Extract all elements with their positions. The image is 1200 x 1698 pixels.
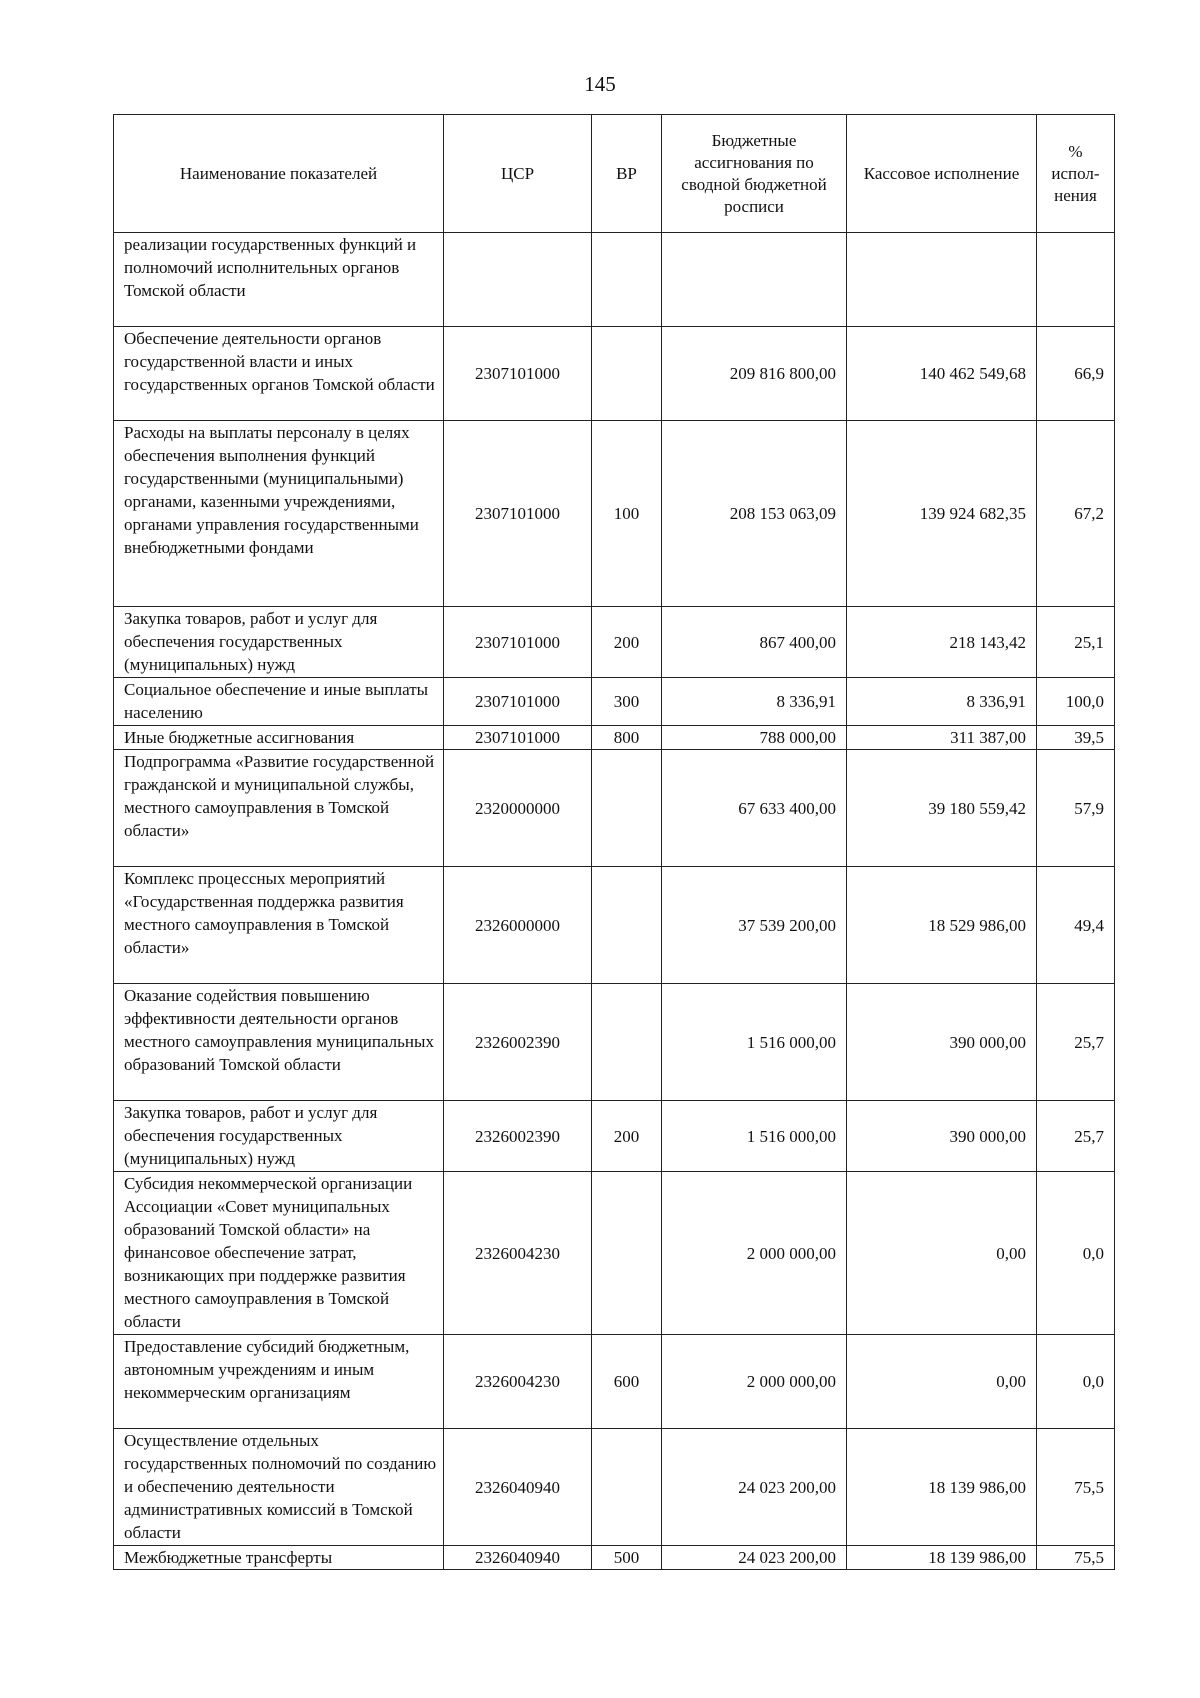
table-row bbox=[114, 750, 1115, 867]
cell-csr: 2320000000 bbox=[444, 750, 592, 867]
cell-vr bbox=[592, 1172, 662, 1335]
table-row bbox=[114, 726, 1115, 750]
cell-csr: 2326004230 bbox=[444, 1172, 592, 1335]
cell-fact: 18 139 986,00 bbox=[847, 1546, 1037, 1570]
cell-vr: 100 bbox=[592, 421, 662, 607]
cell-plan: 788 000,00 bbox=[662, 726, 847, 750]
cell-name: Социальное обеспечение и иные выплаты населению bbox=[114, 678, 444, 726]
cell-pct: 25,7 bbox=[1037, 1101, 1115, 1172]
table-row bbox=[114, 1101, 1115, 1172]
cell-pct: 25,1 bbox=[1037, 607, 1115, 678]
cell-plan bbox=[662, 233, 847, 327]
cell-pct: 100,0 bbox=[1037, 678, 1115, 726]
table-row bbox=[114, 678, 1115, 726]
cell-fact: 139 924 682,35 bbox=[847, 421, 1037, 607]
table-row bbox=[114, 1546, 1115, 1570]
cell-pct: 39,5 bbox=[1037, 726, 1115, 750]
header-pct: % испол-нения bbox=[1037, 115, 1115, 233]
cell-fact: 18 529 986,00 bbox=[847, 867, 1037, 984]
cell-pct: 57,9 bbox=[1037, 750, 1115, 867]
cell-csr: 2326002390 bbox=[444, 984, 592, 1101]
cell-name: Осуществление отдельных государственных полномочий по созданию и обеспечению деятельности административных комиссий в Томской области bbox=[114, 1429, 444, 1546]
cell-vr: 500 bbox=[592, 1546, 662, 1570]
cell-fact: 390 000,00 bbox=[847, 1101, 1037, 1172]
cell-name: Обеспечение деятельности органов государственной власти и иных государственных органов Томской области bbox=[114, 327, 444, 421]
cell-pct: 66,9 bbox=[1037, 327, 1115, 421]
cell-name: Комплекс процессных мероприятий «Государственная поддержка развития местного самоуправления в Томской области» bbox=[114, 867, 444, 984]
cell-csr: 2326004230 bbox=[444, 1335, 592, 1429]
header-name: Наименование показателей bbox=[114, 115, 444, 233]
cell-csr: 2307101000 bbox=[444, 421, 592, 607]
table-row bbox=[114, 327, 1115, 421]
cell-fact: 390 000,00 bbox=[847, 984, 1037, 1101]
table-row bbox=[114, 867, 1115, 984]
cell-fact: 0,00 bbox=[847, 1335, 1037, 1429]
header-plan: Бюджетные ассигнования по сводной бюджетной росписи bbox=[662, 115, 847, 233]
cell-plan: 1 516 000,00 bbox=[662, 1101, 847, 1172]
cell-csr: 2326040940 bbox=[444, 1546, 592, 1570]
cell-name: Субсидия некоммерческой организации Ассоциации «Совет муниципальных образований Томской области» на финансовое обеспечение затрат, возникающих при поддержке развития местного самоуправления в Томской области bbox=[114, 1172, 444, 1335]
cell-plan: 867 400,00 bbox=[662, 607, 847, 678]
cell-vr: 600 bbox=[592, 1335, 662, 1429]
cell-vr bbox=[592, 1429, 662, 1546]
cell-pct: 67,2 bbox=[1037, 421, 1115, 607]
cell-fact: 0,00 bbox=[847, 1172, 1037, 1335]
cell-name: Оказание содействия повышению эффективности деятельности органов местного самоуправления муниципальных образований Томской области bbox=[114, 984, 444, 1101]
table-row bbox=[114, 984, 1115, 1101]
cell-fact: 39 180 559,42 bbox=[847, 750, 1037, 867]
cell-fact: 18 139 986,00 bbox=[847, 1429, 1037, 1546]
cell-vr bbox=[592, 327, 662, 421]
cell-csr: 2326002390 bbox=[444, 1101, 592, 1172]
cell-pct: 75,5 bbox=[1037, 1546, 1115, 1570]
cell-plan: 8 336,91 bbox=[662, 678, 847, 726]
cell-csr: 2307101000 bbox=[444, 607, 592, 678]
cell-name: Закупка товаров, работ и услуг для обеспечения государственных (муниципальных) нужд bbox=[114, 1101, 444, 1172]
cell-plan: 208 153 063,09 bbox=[662, 421, 847, 607]
cell-pct bbox=[1037, 233, 1115, 327]
cell-csr: 2307101000 bbox=[444, 678, 592, 726]
cell-plan: 2 000 000,00 bbox=[662, 1172, 847, 1335]
cell-name: Межбюджетные трансферты bbox=[114, 1546, 444, 1570]
cell-name: реализации государственных функций и полномочий исполнительных органов Томской области bbox=[114, 233, 444, 327]
cell-name: Расходы на выплаты персоналу в целях обеспечения выполнения функций государственными (муниципальными) органами, казенными учреждениями, органами управления государственными внебюджетными фондами bbox=[114, 421, 444, 607]
table-row bbox=[114, 233, 1115, 327]
cell-plan: 24 023 200,00 bbox=[662, 1429, 847, 1546]
cell-csr: 2326000000 bbox=[444, 867, 592, 984]
cell-plan: 209 816 800,00 bbox=[662, 327, 847, 421]
cell-plan: 2 000 000,00 bbox=[662, 1335, 847, 1429]
budget-execution-table bbox=[113, 114, 1115, 1570]
cell-vr: 200 bbox=[592, 1101, 662, 1172]
header-csr: ЦСР bbox=[444, 115, 592, 233]
cell-pct: 75,5 bbox=[1037, 1429, 1115, 1546]
header-vr: ВР bbox=[592, 115, 662, 233]
table-row bbox=[114, 1172, 1115, 1335]
table-header-row bbox=[114, 115, 1115, 233]
table-row bbox=[114, 421, 1115, 607]
header-fact: Кассовое исполнение bbox=[847, 115, 1037, 233]
cell-csr: 2307101000 bbox=[444, 327, 592, 421]
cell-name: Закупка товаров, работ и услуг для обеспечения государственных (муниципальных) нужд bbox=[114, 607, 444, 678]
cell-vr bbox=[592, 867, 662, 984]
table-row bbox=[114, 1429, 1115, 1546]
cell-pct: 25,7 bbox=[1037, 984, 1115, 1101]
cell-vr: 300 bbox=[592, 678, 662, 726]
cell-name: Подпрограмма «Развитие государственной гражданской и муниципальной службы, местного самоуправления в Томской области» bbox=[114, 750, 444, 867]
cell-fact: 140 462 549,68 bbox=[847, 327, 1037, 421]
cell-plan: 67 633 400,00 bbox=[662, 750, 847, 867]
cell-fact: 218 143,42 bbox=[847, 607, 1037, 678]
cell-vr: 800 bbox=[592, 726, 662, 750]
cell-plan: 24 023 200,00 bbox=[662, 1546, 847, 1570]
cell-vr: 200 bbox=[592, 607, 662, 678]
cell-fact: 311 387,00 bbox=[847, 726, 1037, 750]
cell-pct: 49,4 bbox=[1037, 867, 1115, 984]
cell-plan: 1 516 000,00 bbox=[662, 984, 847, 1101]
cell-name: Иные бюджетные ассигнования bbox=[114, 726, 444, 750]
cell-fact: 8 336,91 bbox=[847, 678, 1037, 726]
cell-pct: 0,0 bbox=[1037, 1172, 1115, 1335]
page-number: 145 bbox=[584, 72, 616, 96]
table-row bbox=[114, 607, 1115, 678]
cell-pct: 0,0 bbox=[1037, 1335, 1115, 1429]
cell-plan: 37 539 200,00 bbox=[662, 867, 847, 984]
cell-name: Предоставление субсидий бюджетным, автономным учреждениям и иным некоммерческим организациям bbox=[114, 1335, 444, 1429]
cell-fact bbox=[847, 233, 1037, 327]
table-row bbox=[114, 1335, 1115, 1429]
cell-csr: 2307101000 bbox=[444, 726, 592, 750]
cell-vr bbox=[592, 750, 662, 867]
cell-csr: 2326040940 bbox=[444, 1429, 592, 1546]
cell-vr bbox=[592, 984, 662, 1101]
cell-csr bbox=[444, 233, 592, 327]
cell-vr bbox=[592, 233, 662, 327]
